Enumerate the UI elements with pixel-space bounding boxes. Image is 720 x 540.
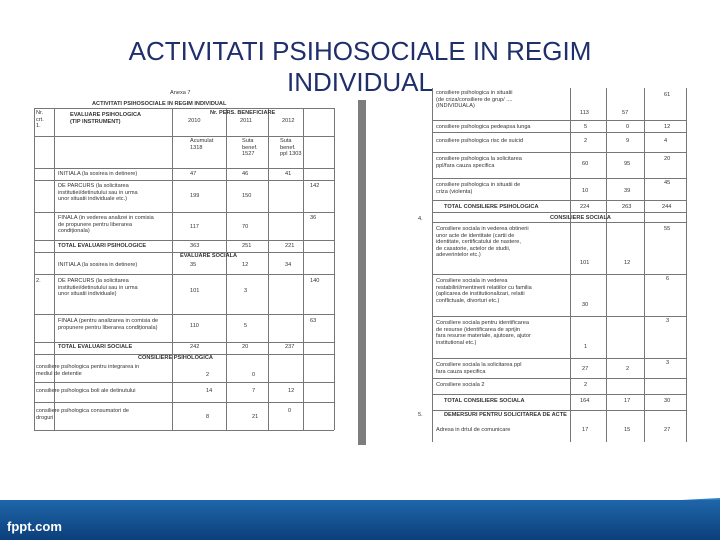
footer-band — [0, 500, 720, 540]
cell: 36 — [310, 215, 317, 221]
row-number: 2. — [36, 278, 41, 284]
cell: 3 — [666, 360, 670, 366]
cell: 12 — [288, 388, 295, 394]
cell: 2 — [206, 372, 210, 378]
cell: 0 — [252, 372, 256, 378]
table-rule — [34, 180, 334, 181]
cell: 21 — [252, 414, 259, 420]
cell: 20 — [242, 344, 249, 350]
cell: 363 — [190, 243, 200, 249]
row-label: FINALA (in vederea analizei in comisia de propunere pentru liberarea condiționala) — [58, 215, 154, 234]
cell: 7 — [252, 388, 256, 394]
table-rule — [432, 394, 686, 395]
row-label: Consiliere sociala 2 — [436, 382, 485, 388]
row-label: TOTAL EVALUARI SOCIALE — [58, 344, 133, 350]
row-label: consiliere psihologica pentru integrarea in mediul de detentie — [36, 364, 140, 377]
row-label: TOTAL EVALUARI PSIHOLOGICE — [58, 243, 147, 249]
row-label: Adresa in drtul de comunicare — [436, 427, 511, 433]
row-label: consiliere psihologica in situatii de criza (violenta) — [436, 182, 521, 195]
table-rule — [686, 88, 687, 442]
table-rule — [34, 212, 334, 213]
cell: 27 — [582, 366, 589, 372]
cell: 2 — [626, 366, 630, 372]
row-label: Consiliere sociala pentru identificarea de resurse (identificarea de sprijin fara resurse materiale, ajutoare, ajutor institutional etc.) — [436, 320, 531, 346]
cell: 113 — [580, 110, 589, 116]
cell: 3 — [244, 288, 248, 294]
table-rule — [432, 212, 686, 213]
table-rule — [172, 108, 173, 430]
subhead-2010: Acumulat 1318 — [190, 138, 214, 151]
cell: 2 — [584, 138, 588, 144]
cell: 45 — [664, 180, 671, 186]
table-rule — [644, 88, 645, 442]
row-label: Consiliere sociala la solicitarea ppl fara cauza specifica — [436, 362, 522, 375]
social-heading: EVALUARE SOCIALA — [180, 253, 238, 259]
subhead-2012: Suta benef. ppl 1303 — [280, 138, 302, 157]
cell: 55 — [664, 226, 671, 232]
row-label: TOTAL CONSILIERE SOCIALA — [444, 398, 525, 404]
row-label: consiliere psihologica pedeapsa lunga — [436, 124, 531, 130]
table-rule — [34, 274, 334, 275]
table-rule — [570, 88, 571, 442]
table-rule — [303, 108, 304, 430]
cell: 41 — [285, 171, 292, 177]
cell: 95 — [624, 161, 631, 167]
table-rule — [606, 88, 607, 442]
cell: 5 — [584, 124, 588, 130]
cell: 5 — [244, 323, 248, 329]
cell: 57 — [622, 110, 629, 116]
table-rule — [432, 410, 686, 411]
cell: 0 — [288, 408, 292, 414]
table-rule — [34, 402, 334, 403]
year-2012: 2012 — [282, 118, 295, 124]
table-rule — [432, 200, 686, 201]
cell: 251 — [242, 243, 252, 249]
year-2011: 2011 — [240, 118, 253, 124]
row-label: DE PARCURS (la solicitarea institutiei/detinutului sau in urma unor situatii individuale etc.) — [58, 183, 138, 202]
right-scanned-table — [418, 88, 688, 442]
cell: 164 — [580, 398, 590, 404]
table-rule — [34, 314, 334, 315]
table-rule — [432, 358, 686, 359]
cell: 12 — [664, 124, 671, 130]
table-rule — [34, 342, 334, 343]
table-rule — [34, 108, 35, 430]
table-rule — [432, 120, 686, 121]
table-rule — [226, 108, 227, 430]
cell: 61 — [664, 92, 671, 98]
table-heading: ACTIVITATI PSIHOSOCIALE IN REGIM INDIVIDUAL — [92, 101, 227, 107]
cell: 17 — [624, 398, 631, 404]
table-rule — [432, 222, 686, 223]
cell: 35 — [190, 262, 197, 268]
table-rule — [34, 168, 334, 169]
cell: 47 — [190, 171, 197, 177]
cell: 110 — [190, 323, 199, 329]
row-number: 4. — [418, 216, 423, 222]
row-label: consiliere psihologica la solicitarea ppl/fara cauza specifica — [436, 156, 522, 169]
row-label: INITIALA (la sosirea in detinere) — [58, 262, 138, 268]
cell: 4 — [664, 138, 668, 144]
cell: 224 — [580, 204, 590, 210]
cell: 0 — [626, 124, 630, 130]
table-rule — [34, 136, 334, 137]
table-rule — [432, 274, 686, 275]
table-rule — [432, 88, 433, 442]
table-rule — [34, 430, 334, 431]
table-rule — [432, 152, 686, 153]
row-label: consiliere psihologica boli ale detinutului — [36, 388, 136, 394]
cell: 1 — [584, 344, 588, 350]
cell: 101 — [580, 260, 590, 266]
row-label: INITIALA (la sosirea in detinere) — [58, 171, 138, 177]
left-scanned-table — [30, 88, 337, 440]
row-label: FINALA (pentru analizarea in comisia de propunere pentru liberarea condiționala) — [58, 318, 159, 331]
cell: 20 — [664, 156, 671, 162]
table-rule — [268, 108, 269, 430]
cell: 10 — [582, 188, 589, 194]
table-rule — [34, 382, 334, 383]
table-rule — [432, 316, 686, 317]
subhead-2011: Suta benef. 1527 — [242, 138, 258, 157]
row-label: consiliere psihologica risc de suicid — [436, 138, 524, 144]
cell: 27 — [664, 427, 671, 433]
cell: 14 — [206, 388, 213, 394]
cell: 39 — [624, 188, 631, 194]
cell: 150 — [242, 193, 252, 199]
table-rule — [34, 240, 334, 241]
col-pers-header: Nr. PERS. BENEFICIARE — [210, 110, 276, 116]
footer-brand[interactable]: fppt.com — [7, 519, 62, 534]
cell: 34 — [285, 262, 292, 268]
cell: 63 — [310, 318, 317, 324]
cell: 242 — [190, 344, 200, 350]
cell: 2 — [584, 382, 588, 388]
row-label: TOTAL CONSILIERE PSIHOLOGICA — [444, 204, 539, 210]
row-label: consiliere psihologica consumatori de droguri — [36, 408, 129, 421]
cell: 30 — [664, 398, 671, 404]
table-rule — [34, 108, 334, 109]
cell: 101 — [190, 288, 200, 294]
cell: 3 — [666, 318, 670, 324]
table-rule — [334, 108, 335, 430]
cell: 244 — [662, 204, 672, 210]
social-heading: CONSILIERE SOCIALA — [550, 215, 611, 221]
row-label: Consiliere sociala in vederea restabilirii/mentinerii relatiilor cu familia (aplicarea de institutionalizari, relatii conflictuale, divorturi etc.) — [436, 278, 532, 304]
col-nr-header: Nr. crt. 1. — [36, 110, 44, 129]
row-label: consiliere psihologica in situatii (de criza/consiliere de grup/ .... (INDIVIDUALA) — [436, 90, 513, 109]
annex-label: Anexa 7 — [170, 90, 191, 96]
row-label: Consiliere sociala in vederea obtinerii unor acte de identitate (cartii de identitate, certificatului de nastere, de casatorie, actelor de studii, adeverintelor etc.) — [436, 226, 529, 258]
cell: 6 — [666, 276, 670, 282]
cell: 12 — [242, 262, 249, 268]
cell: 199 — [190, 193, 200, 199]
table-rule — [432, 378, 686, 379]
row-number: 5. — [418, 412, 423, 418]
table-rule — [432, 178, 686, 179]
cell: 12 — [624, 260, 631, 266]
page-gutter — [358, 100, 366, 445]
cell: 46 — [242, 171, 249, 177]
cell: 117 — [190, 224, 199, 230]
row-label: DE PARCURS (la solicitarea institutiei/detinutului sau in urma unor situatii individuale) — [58, 278, 138, 297]
cell: 8 — [206, 414, 210, 420]
bottom-heading: DEMERSURI PENTRU SOLICITAREA DE ACTE — [444, 412, 567, 418]
cell: 237 — [285, 344, 295, 350]
cell: 263 — [622, 204, 632, 210]
cell: 221 — [285, 243, 295, 249]
cell: 9 — [626, 138, 630, 144]
cell: 17 — [582, 427, 589, 433]
cell: 142 — [310, 183, 320, 189]
cell: 60 — [582, 161, 589, 167]
cell: 140 — [310, 278, 320, 284]
counsel-heading: CONSILIERE PSIHOLOGICA — [138, 355, 213, 361]
year-2010: 2010 — [188, 118, 201, 124]
table-rule — [432, 132, 686, 133]
cell: 70 — [242, 224, 249, 230]
slide-title: ACTIVITATI PSIHOSOCIALE IN REGIM INDIVIDUAL — [128, 36, 592, 97]
cell: 15 — [624, 427, 631, 433]
cell: 30 — [582, 302, 589, 308]
col-eval-header: EVALUARE PSIHOLOGICA (TIP INSTRUMENT) — [70, 112, 142, 125]
table-rule — [54, 108, 55, 430]
